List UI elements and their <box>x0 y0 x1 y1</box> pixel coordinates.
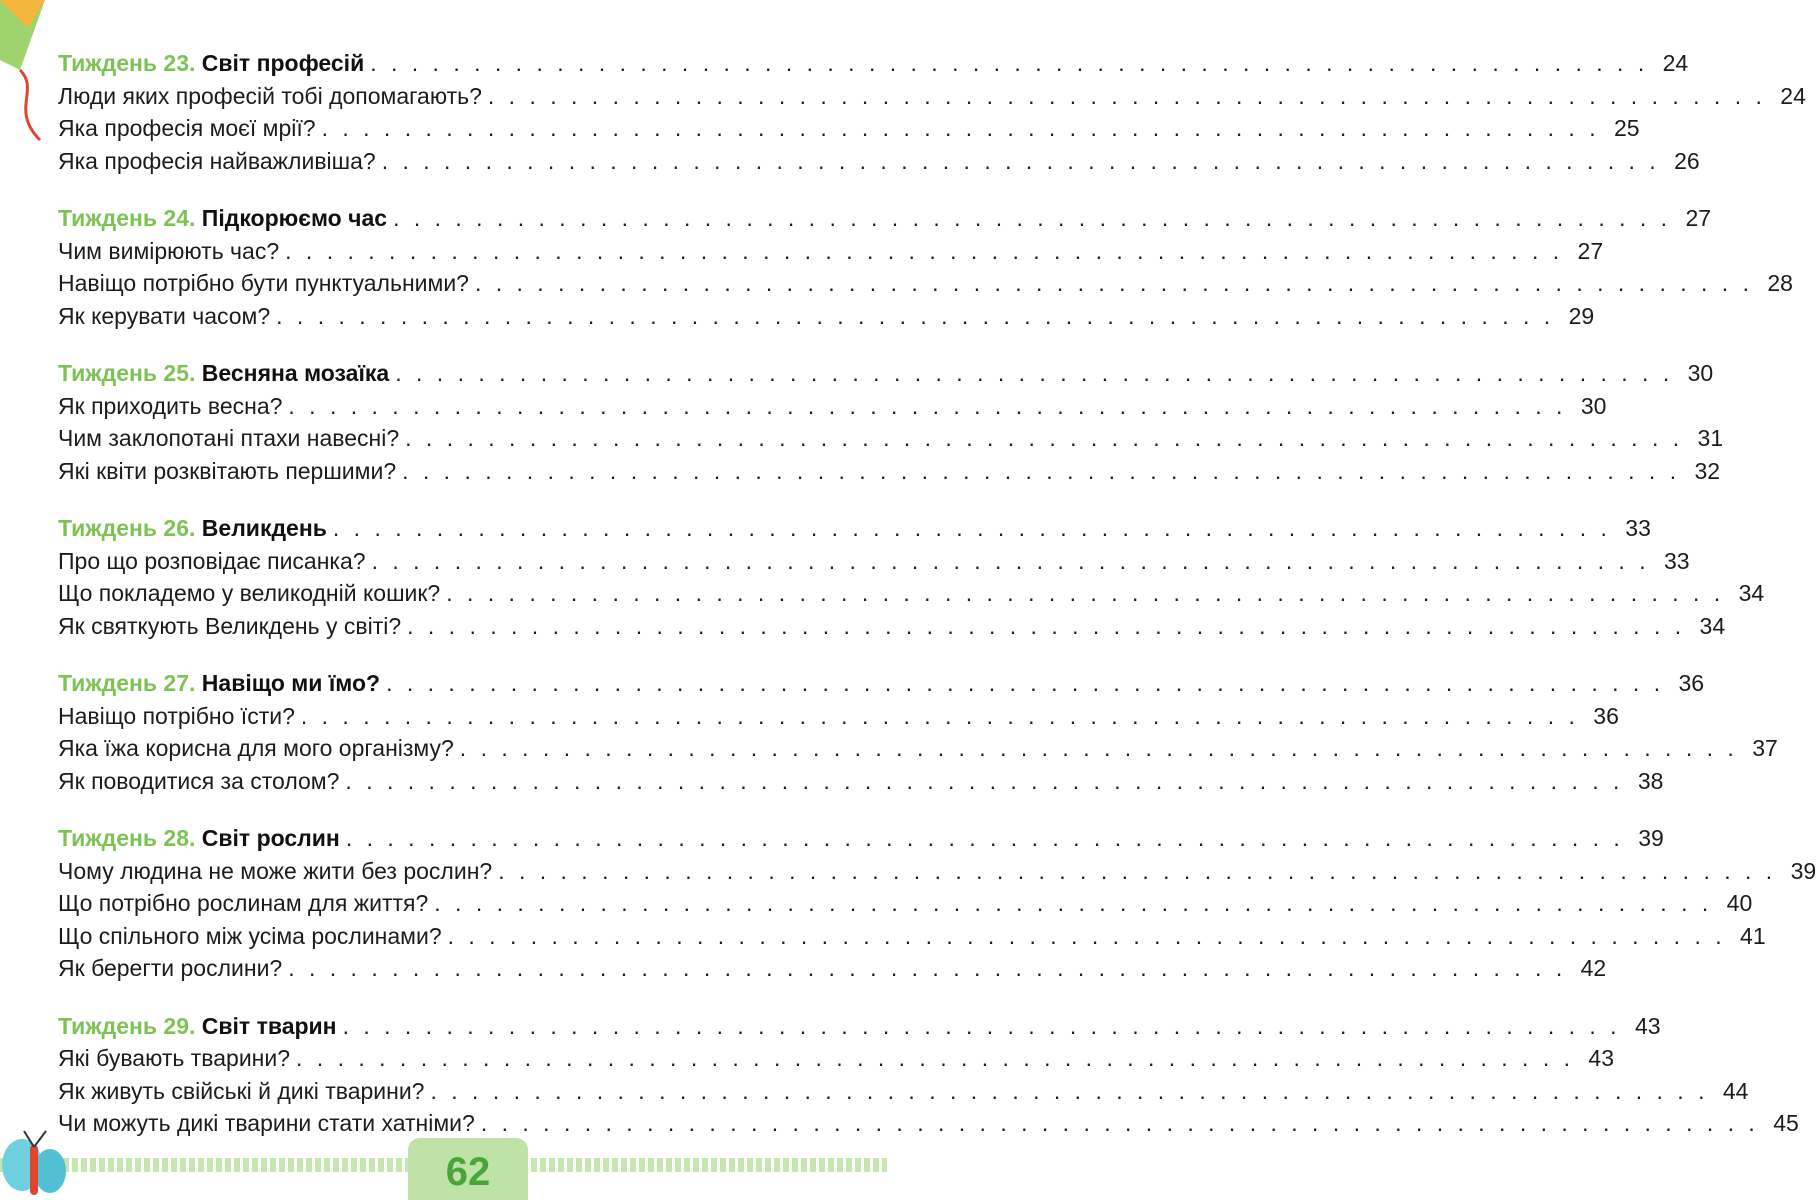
section-title <box>58 1013 337 1040</box>
dot-leader: . . . . . . . . . . . . . . . . . . . . . . . . . . . . . . . . . . . . . . . . . . . . . . . . . . . . . . . . . . . . . . <box>407 612 1686 639</box>
dot-leader: . . . . . . . . . . . . . . . . . . . . . . . . . . . . . . . . . . . . . . . . . . . . . . . . . . . . . . . . . . . . . . <box>296 1045 1575 1071</box>
page-ref: 31 <box>1697 425 1724 451</box>
dot-leader: . . . . . . . . . . . . . . . . . . . . . . . . . . . . . . . . . . . . . . . . . . . . . . . . . . . . . . . . . . . . . . <box>405 425 1684 451</box>
entry-title: Навіщо потрібно бути пунктуальними? <box>58 270 469 296</box>
toc-entry <box>58 392 1607 426</box>
dot-leader: . . . . . . . . . . . . . . . . . . . . . . . . . . . . . . . . . . . . . . . . . . . . . . . . . . . . . . . . . . . . . . <box>370 50 1649 76</box>
toc-section <box>58 50 1806 180</box>
dot-leader: . . . . . . . . . . . . . . . . . . . . . . . . . . . . . . . . . . . . . . . . . . . . . . . . . . . . . . . . . . . . . . <box>474 270 1753 296</box>
page-ref: 36 <box>1593 702 1619 729</box>
theme-title: Великдень <box>201 515 327 541</box>
dot-leader: . . . . . . . . . . . . . . . . . . . . . . . . . . . . . . . . . . . . . . . . . . . . . . . . . . . . . . . . . . . . . . <box>395 360 1674 386</box>
toc-entry <box>58 890 1753 923</box>
entry-title: Яка професія найважливіша? <box>58 147 376 174</box>
dot-leader: . . . . . . . . . . . . . . . . . . . . . . . . . . . . . . . . . . . . . . . . . . . . . . . . . . . . . . . . . . . . . . <box>386 670 1665 696</box>
toc-section <box>58 205 1793 335</box>
page-ref: 44 <box>1722 1077 1749 1104</box>
page-ref: 27 <box>1685 205 1712 231</box>
entry-title: Що покладемо у великодній кошик? <box>58 580 441 606</box>
week-label: Тиждень 29. <box>58 1012 196 1039</box>
entry-title: Яка їжа корисна для мого організму? <box>58 735 454 761</box>
toc-section-heading <box>58 670 1705 703</box>
dot-leader: . . . . . . . . . . . . . . . . . . . . . . . . . . . . . . . . . . . . . . . . . . . . . . . . . . . . . . . . . . . . . . <box>276 302 1555 329</box>
dot-leader: . . . . . . . . . . . . . . . . . . . . . . . . . . . . . . . . . . . . . . . . . . . . . . . . . . . . . . . . . . . . . . <box>446 580 1725 606</box>
entry-title: Як берегти рослини? <box>58 955 283 981</box>
section-title <box>58 360 389 387</box>
toc-entry <box>58 922 1766 956</box>
entry-title: Навіщо потрібно їсти? <box>58 702 295 729</box>
page-ref: 30 <box>1580 392 1607 419</box>
entry-title: Чим заклопотані птахи навесні? <box>58 425 400 451</box>
toc-section-heading <box>58 1012 1661 1046</box>
page-ref: 41 <box>1740 922 1766 949</box>
toc-entry <box>58 270 1793 303</box>
dot-leader: . . . . . . . . . . . . . . . . . . . . . . . . . . . . . . . . . . . . . . . . . . . . . . . . . . . . . . . . . . . . . . <box>498 857 1777 884</box>
table-of-contents <box>58 50 1816 1168</box>
dot-leader: . . . . . . . . . . . . . . . . . . . . . . . . . . . . . . . . . . . . . . . . . . . . . . . . . . . . . . . . . . . . . . <box>480 1110 1759 1136</box>
entry-title: Чому людина не може жити без рослин? <box>58 857 493 884</box>
page-ref: 45 <box>1773 1110 1799 1136</box>
page-ref: 24 <box>1662 50 1689 76</box>
toc-section-heading <box>58 515 1651 548</box>
dot-leader: . . . . . . . . . . . . . . . . . . . . . . . . . . . . . . . . . . . . . . . . . . . . . . . . . . . . . . . . . . . . . . <box>371 547 1650 574</box>
page-ref: 33 <box>1664 547 1690 574</box>
kite-illustration <box>0 0 60 150</box>
entry-title: Чи можуть дикі тварини стати хатніми? <box>58 1110 475 1136</box>
toc-section-heading <box>58 825 1664 858</box>
page-ref: 32 <box>1694 457 1721 484</box>
toc-section-heading <box>58 50 1689 83</box>
section-title <box>58 515 327 542</box>
page-number: 62 <box>445 1150 491 1194</box>
toc-section <box>58 515 1765 645</box>
page-ref: 38 <box>1637 767 1664 794</box>
toc-entry <box>58 237 1604 271</box>
toc-entry <box>58 612 1726 646</box>
toc-entry <box>58 1077 1749 1111</box>
theme-title: Підкорюємо час <box>201 205 388 231</box>
page-ref: 34 <box>1699 612 1726 639</box>
section-title <box>58 205 387 232</box>
page-ref: 29 <box>1568 302 1595 329</box>
entry-title: Які бувають тварини? <box>58 1045 291 1071</box>
toc-entry <box>58 147 1700 181</box>
theme-title: Навіщо ми їмо? <box>201 670 381 696</box>
entry-title: Як живуть свійські й дикі тварини? <box>58 1077 425 1104</box>
dot-leader: . . . . . . . . . . . . . . . . . . . . . . . . . . . . . . . . . . . . . . . . . . . . . . . . . . . . . . . . . . . . . . <box>487 82 1766 109</box>
toc-entry <box>58 580 1765 613</box>
week-label: Тиждень 24. <box>58 205 196 231</box>
entry-title: Які квіти розквітають першими? <box>58 457 397 484</box>
dot-leader: . . . . . . . . . . . . . . . . . . . . . . . . . . . . . . . . . . . . . . . . . . . . . . . . . . . . . . . . . . . . . . <box>332 515 1611 541</box>
page-ref: 26 <box>1674 147 1700 174</box>
toc-entry <box>58 547 1690 581</box>
toc-entry <box>58 955 1607 988</box>
week-label: Тиждень 26. <box>58 515 196 541</box>
dot-leader: . . . . . . . . . . . . . . . . . . . . . . . . . . . . . . . . . . . . . . . . . . . . . . . . . . . . . . . . . . . . . . <box>285 237 1564 264</box>
theme-title: Світ рослин <box>201 825 340 851</box>
dot-leader: . . . . . . . . . . . . . . . . . . . . . . . . . . . . . . . . . . . . . . . . . . . . . . . . . . . . . . . . . . . . . . <box>342 1012 1621 1039</box>
page-ref: 43 <box>1588 1045 1615 1071</box>
entry-title: Що потрібно рослинам для життя? <box>58 890 429 916</box>
toc-entry <box>58 735 1778 768</box>
week-label: Тиждень 23. <box>58 50 196 76</box>
theme-title: Весняна мозаїка <box>201 360 390 386</box>
toc-section <box>58 825 1816 988</box>
week-label: Тиждень 25. <box>58 360 196 386</box>
dot-leader: . . . . . . . . . . . . . . . . . . . . . . . . . . . . . . . . . . . . . . . . . . . . . . . . . . . . . . . . . . . . . . <box>402 457 1681 484</box>
entry-title: Про що розповідає писанка? <box>58 547 366 574</box>
section-title <box>58 670 380 697</box>
toc-section-heading <box>58 205 1712 238</box>
toc-section <box>58 1012 1799 1143</box>
page-ref: 33 <box>1625 515 1651 541</box>
page-ref: 39 <box>1790 857 1816 884</box>
week-label: Тиждень 28. <box>58 825 196 851</box>
toc-section <box>58 670 1778 800</box>
dot-leader: . . . . . . . . . . . . . . . . . . . . . . . . . . . . . . . . . . . . . . . . . . . . . . . . . . . . . . . . . . . . . . <box>288 955 1567 981</box>
page-ref: 24 <box>1780 82 1806 109</box>
toc-section-heading <box>58 360 1714 393</box>
toc-entry <box>58 425 1724 458</box>
dot-leader: . . . . . . . . . . . . . . . . . . . . . . . . . . . . . . . . . . . . . . . . . . . . . . . . . . . . . . . . . . . . . . <box>321 115 1600 141</box>
toc-entry <box>58 767 1664 801</box>
toc-entry <box>58 82 1806 116</box>
page-ref: 30 <box>1687 360 1714 386</box>
dot-leader: . . . . . . . . . . . . . . . . . . . . . . . . . . . . . . . . . . . . . . . . . . . . . . . . . . . . . . . . . . . . . . <box>459 735 1738 761</box>
section-title <box>58 825 340 852</box>
entry-title: Що спільного між усіма рослинами? <box>58 922 442 949</box>
page-ref: 25 <box>1614 115 1640 141</box>
toc-entry <box>58 702 1619 736</box>
toc-entry <box>58 457 1721 491</box>
page-ref: 27 <box>1577 237 1604 264</box>
entry-title: Як приходить весна? <box>58 392 283 419</box>
page-ref: 40 <box>1726 890 1753 916</box>
entry-title: Як святкують Великдень у світі? <box>58 612 402 639</box>
dot-leader: . . . . . . . . . . . . . . . . . . . . . . . . . . . . . . . . . . . . . . . . . . . . . . . . . . . . . . . . . . . . . . <box>447 922 1726 949</box>
section-title <box>58 50 364 77</box>
dot-leader: . . . . . . . . . . . . . . . . . . . . . . . . . . . . . . . . . . . . . . . . . . . . . . . . . . . . . . . . . . . . . . <box>345 767 1624 794</box>
entry-title: Люди яких професій тобі допомагають? <box>58 82 482 109</box>
page-ref: 43 <box>1634 1012 1661 1039</box>
dot-leader: . . . . . . . . . . . . . . . . . . . . . . . . . . . . . . . . . . . . . . . . . . . . . . . . . . . . . . . . . . . . . . <box>434 890 1713 916</box>
toc-entry <box>58 115 1640 148</box>
butterfly-illustration <box>0 1125 70 1200</box>
page-ref: 39 <box>1638 825 1664 851</box>
page-ref: 36 <box>1678 670 1705 696</box>
entry-title: Яка професія моєї мрії? <box>58 115 316 141</box>
dot-leader: . . . . . . . . . . . . . . . . . . . . . . . . . . . . . . . . . . . . . . . . . . . . . . . . . . . . . . . . . . . . . . <box>300 702 1579 729</box>
dot-leader: . . . . . . . . . . . . . . . . . . . . . . . . . . . . . . . . . . . . . . . . . . . . . . . . . . . . . . . . . . . . . . <box>430 1077 1709 1104</box>
toc-entry <box>58 857 1816 891</box>
toc-entry <box>58 302 1595 336</box>
page-ref: 34 <box>1738 580 1765 606</box>
dot-leader: . . . . . . . . . . . . . . . . . . . . . . . . . . . . . . . . . . . . . . . . . . . . . . . . . . . . . . . . . . . . . . <box>288 392 1567 419</box>
dot-leader: . . . . . . . . . . . . . . . . . . . . . . . . . . . . . . . . . . . . . . . . . . . . . . . . . . . . . . . . . . . . . . <box>345 825 1624 851</box>
theme-title: Світ професій <box>201 50 365 76</box>
entry-title: Як керувати часом? <box>58 302 271 329</box>
entry-title: Чим вимірюють час? <box>58 237 280 264</box>
dot-leader: . . . . . . . . . . . . . . . . . . . . . . . . . . . . . . . . . . . . . . . . . . . . . . . . . . . . . . . . . . . . . . <box>393 205 1672 231</box>
page-ref: 42 <box>1580 955 1607 981</box>
toc-section <box>58 360 1724 490</box>
page-ref: 28 <box>1767 270 1793 296</box>
week-label: Тиждень 27. <box>58 670 196 696</box>
page-ref: 37 <box>1752 735 1778 761</box>
dot-leader: . . . . . . . . . . . . . . . . . . . . . . . . . . . . . . . . . . . . . . . . . . . . . . . . . . . . . . . . . . . . . . <box>381 147 1660 174</box>
toc-entry <box>58 1045 1615 1078</box>
entry-title: Як поводитися за столом? <box>58 767 340 794</box>
theme-title: Світ тварин <box>201 1012 337 1039</box>
